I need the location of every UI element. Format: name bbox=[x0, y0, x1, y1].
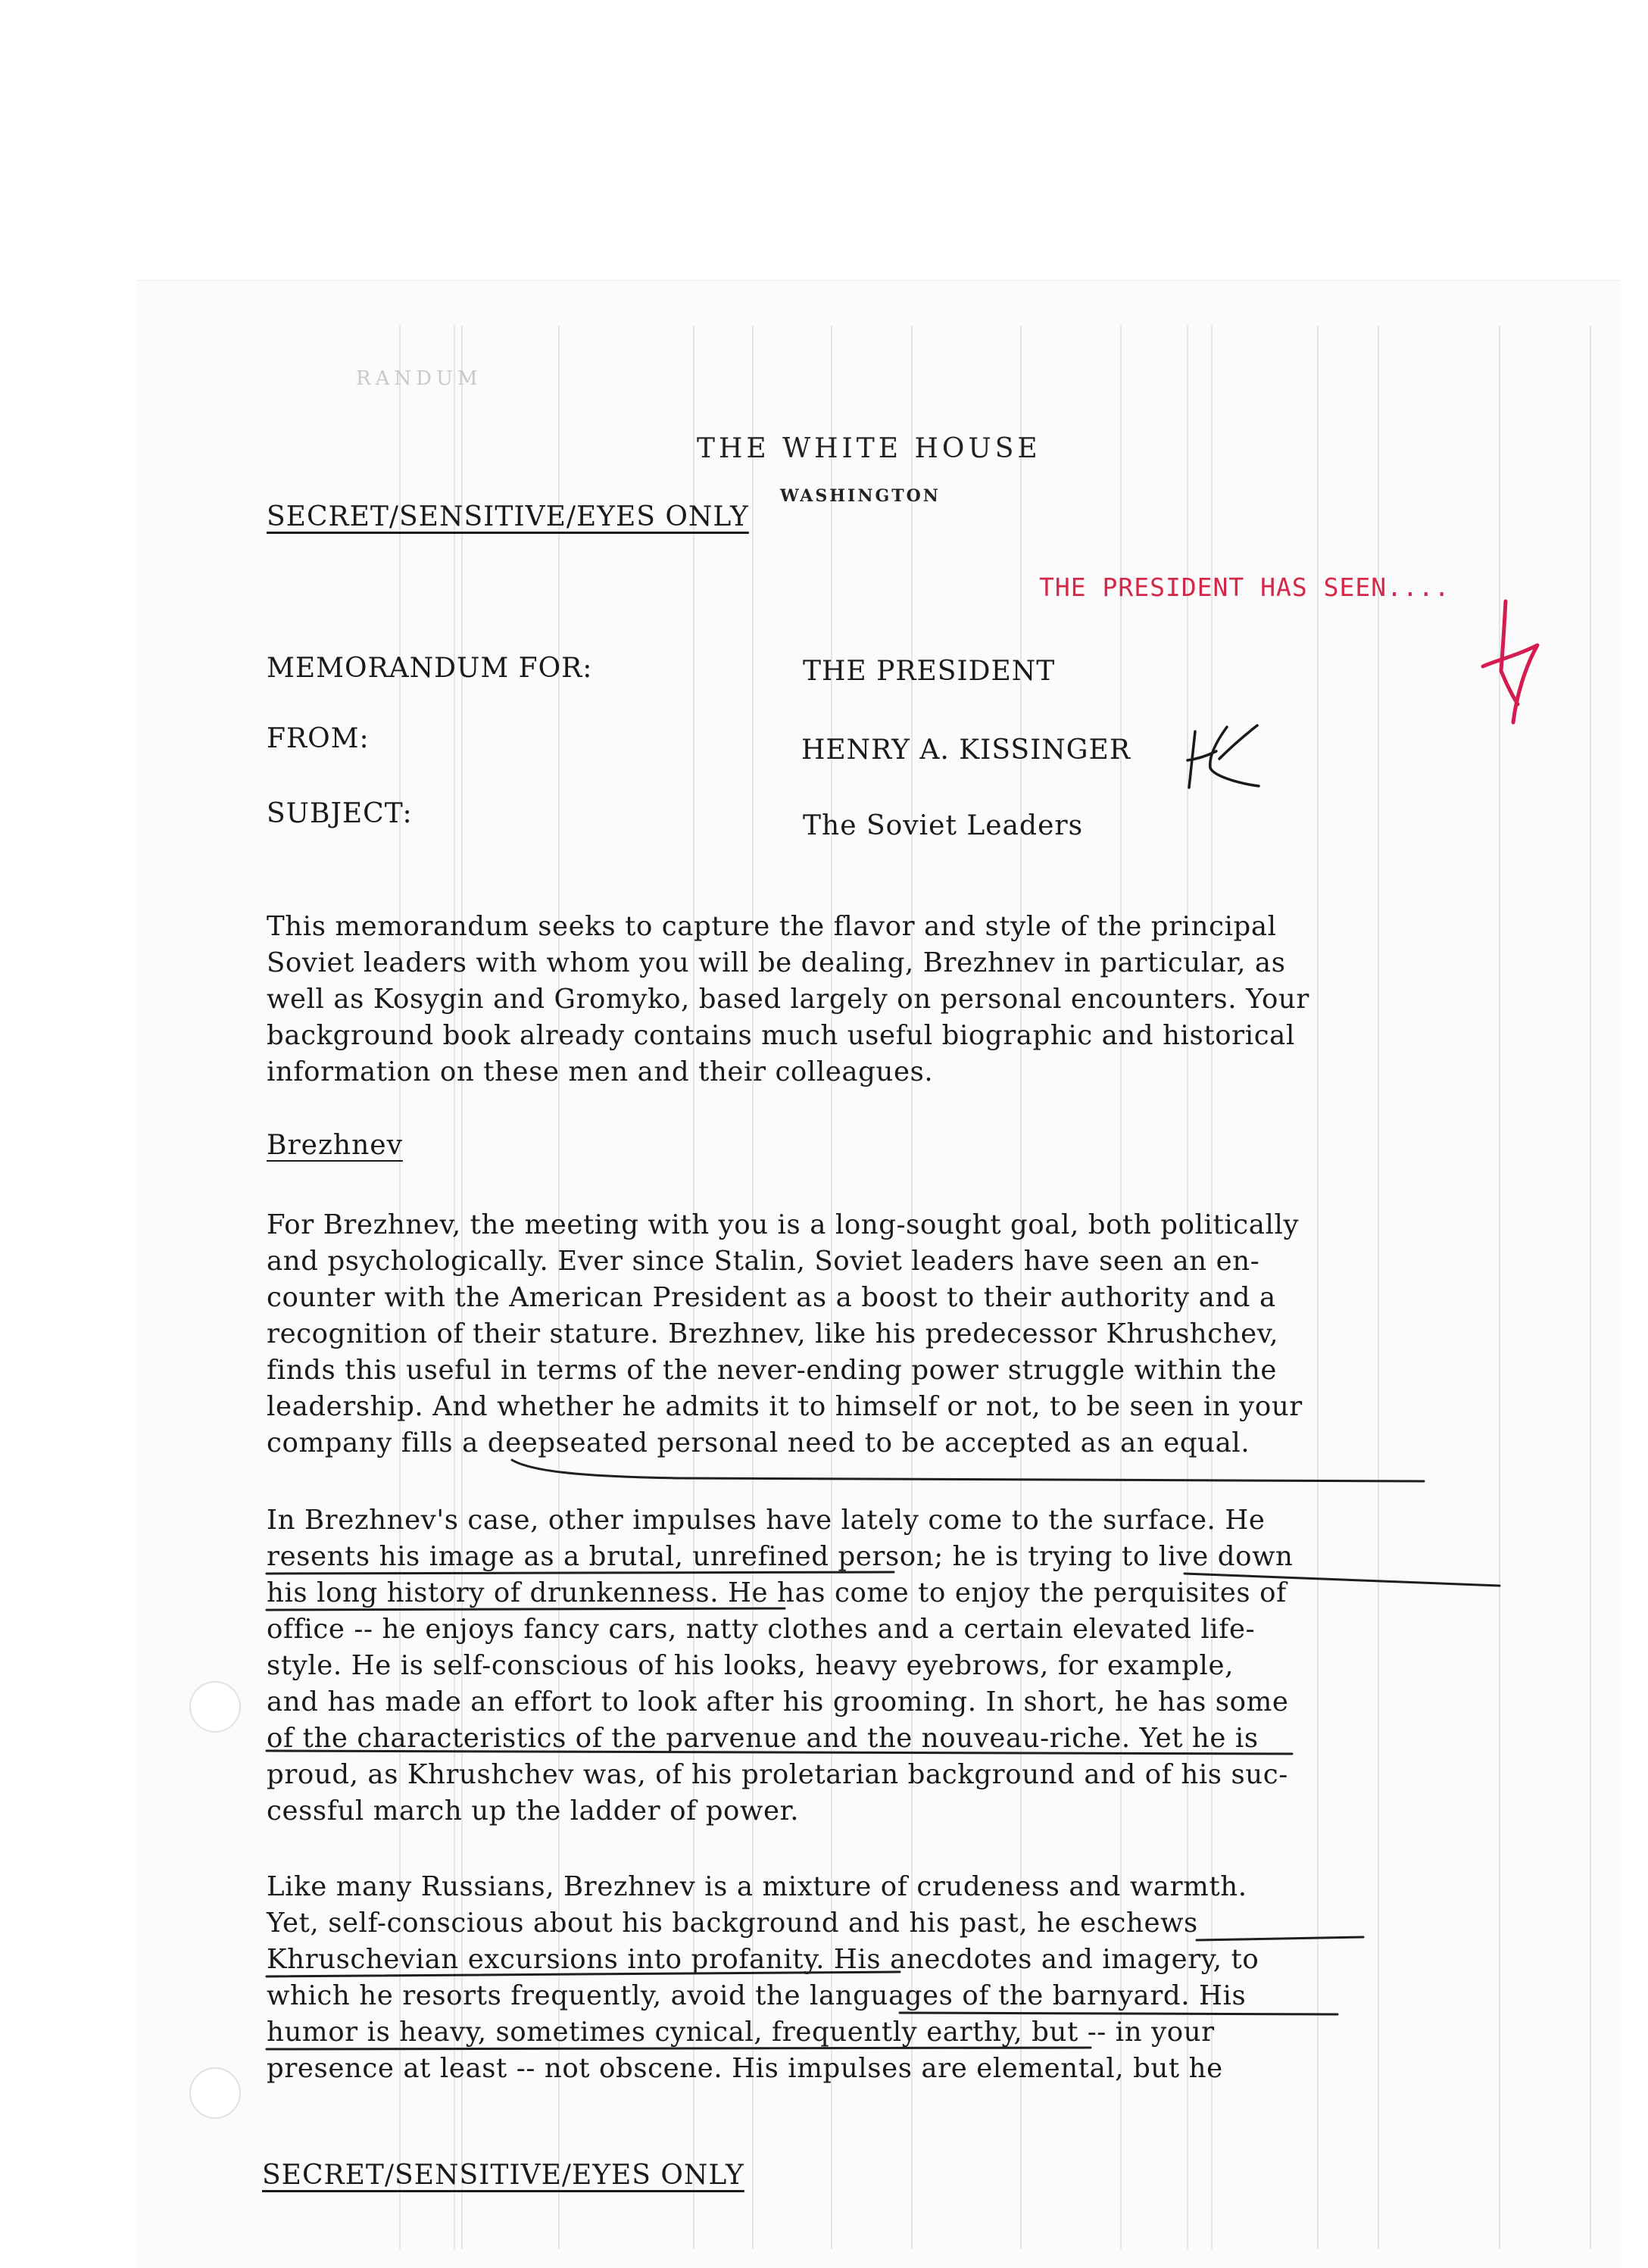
text-line: which he resorts frequently, avoid the languages of the barnyard. His bbox=[267, 1980, 1247, 2011]
text-line: leadership. And whether he admits it to himself or not, to be seen in your bbox=[267, 1391, 1303, 1422]
subject-label: SUBJECT: bbox=[267, 798, 413, 829]
subject-value: The Soviet Leaders bbox=[803, 810, 1084, 841]
body-paragraph bbox=[267, 1869, 1509, 2087]
text-line: counter with the American President as a boost to their authority and a bbox=[267, 1282, 1276, 1313]
text-line: Yet, self-conscious about his background and his past, he eschews bbox=[267, 1908, 1198, 1939]
text-line: finds this useful in terms of the never-ending power struggle within the bbox=[267, 1355, 1278, 1386]
text-line: office -- he enjoys fancy cars, natty clothes and a certain elevated life- bbox=[267, 1614, 1256, 1645]
text-line: Khruschevian excursions into profanity. His anecdotes and imagery, to bbox=[267, 1944, 1259, 1975]
text-line: In Brezhnev's case, other impulses have lately come to the surface. He bbox=[267, 1505, 1266, 1536]
text-line: Like many Russians, Brezhnev is a mixture of crudeness and warmth. bbox=[267, 1871, 1247, 1902]
text-line: cessful march up the ladder of power. bbox=[267, 1795, 800, 1827]
from-label: FROM: bbox=[267, 723, 370, 754]
classification-top: SECRET/SENSITIVE/EYES ONLY bbox=[267, 501, 749, 532]
body-paragraph bbox=[267, 1207, 1509, 1462]
intro-paragraph bbox=[267, 909, 1509, 1090]
letterhead-title: THE WHITE HOUSE bbox=[697, 433, 1041, 464]
text-line: and has made an effort to look after his grooming. In short, he has some bbox=[267, 1686, 1289, 1717]
text-line: resents his image as a brutal, unrefined person; he is trying to live down bbox=[267, 1541, 1294, 1572]
text-line: style. He is self-conscious of his looks, heavy eyebrows, for example, bbox=[267, 1650, 1234, 1681]
text-line: humor is heavy, sometimes cynical, frequently earthy, but -- in your bbox=[267, 2017, 1215, 2048]
text-line: background book already contains much useful biographic and historical bbox=[267, 1020, 1295, 1051]
text-line: proud, as Khrushchev was, of his proletarian background and of his suc- bbox=[267, 1759, 1288, 1790]
president-seen-stamp: THE PRESIDENT HAS SEEN.... bbox=[1039, 572, 1450, 602]
text-line: recognition of their stature. Brezhnev, like his predecessor Khrushchev, bbox=[267, 1318, 1279, 1349]
text-line: information on these men and their colleagues. bbox=[267, 1056, 934, 1087]
text-line: and psychologically. Ever since Stalin, Soviet leaders have seen an en- bbox=[267, 1246, 1260, 1277]
body-paragraph bbox=[267, 1502, 1509, 1830]
kissinger-initials-signature bbox=[1183, 721, 1266, 797]
text-line: company fills a deepseated personal need to be accepted as an equal. bbox=[267, 1427, 1250, 1458]
faint-header-mark: RANDUM bbox=[356, 367, 482, 390]
text-line: This memorandum seeks to capture the flavor and style of the principal bbox=[267, 911, 1277, 942]
classification-bottom: SECRET/SENSITIVE/EYES ONLY bbox=[262, 2160, 744, 2191]
punch-hole-bottom bbox=[189, 2067, 241, 2119]
section-heading: Brezhnev bbox=[267, 1130, 403, 1161]
text-line: of the characteristics of the parvenue and the nouveau-riche. Yet he is bbox=[267, 1723, 1259, 1754]
memo-for-label: MEMORANDUM FOR: bbox=[267, 653, 593, 684]
text-line: well as Kosygin and Gromyko, based largely on personal encounters. Your bbox=[267, 984, 1309, 1015]
memo-for-value: THE PRESIDENT bbox=[803, 656, 1056, 687]
text-line: his long history of drunkenness. He has come to enjoy the perquisites of bbox=[267, 1577, 1287, 1608]
text-line: Soviet leaders with whom you will be dealing, Brezhnev in particular, as bbox=[267, 947, 1286, 978]
punch-hole-top bbox=[189, 1681, 241, 1733]
text-line: For Brezhnev, the meeting with you is a long-sought goal, both politically bbox=[267, 1209, 1300, 1240]
letterhead-location: WASHINGTON bbox=[780, 486, 941, 506]
text-line: presence at least -- not obscene. His impulses are elemental, but he bbox=[267, 2053, 1223, 2084]
president-initial-mark bbox=[1475, 598, 1543, 727]
from-value: HENRY A. KISSINGER bbox=[801, 735, 1131, 766]
